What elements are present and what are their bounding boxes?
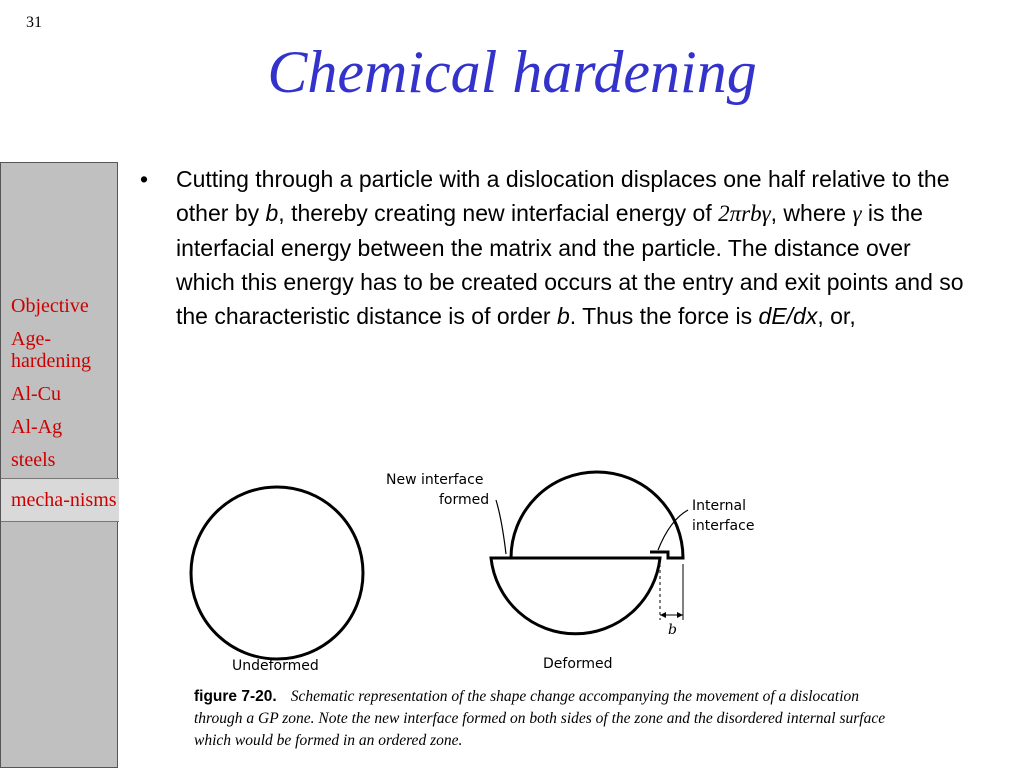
symbol-gamma: γ [852,201,862,226]
sidebar-item-objective[interactable]: Objective [11,295,89,317]
label-undeformed: Undeformed [232,658,319,674]
symbol-b-2: b [556,303,570,329]
page-title: Chemical hardening [267,39,757,105]
text-part-1: Cutting through a particle with a dislocation displaces one half relative to the other by [176,166,950,226]
label-formed: formed [439,492,490,508]
text-part-5: . Thus the force is [569,303,759,329]
text-part-2: , thereby creating new interfacial energy of [278,200,719,226]
sidebar [0,162,118,768]
caption-label: figure 7-20. [194,688,277,705]
text-part-4: is the interfacial energy between the matrix and the particle. The distance over which this energy has to be created occurs at the entry and exit points and so the characteristic distance is of order [176,200,964,329]
sidebar-item-mechanisms[interactable]: mecha-nisms [1,478,119,522]
label-interface: interface [692,518,755,534]
label-b: b [668,622,677,638]
caption-body: Schematic representation of the shape change accompanying the movement of a dislocation through a GP zone. Note the new interface formed on both sides of the zone and the disordered internal surface which would be formed in an ordered zone. [194,688,886,749]
figure-caption [194,686,894,752]
formula-energy: 2πrbγ [718,201,771,226]
undeformed-circle [191,487,363,659]
bullet-text [176,162,970,333]
bullet-item [140,162,970,333]
new-interface-pointer [496,500,506,554]
bullet-marker: • [140,166,149,192]
deformed-lower-half [491,558,660,634]
bullet-list [140,162,970,333]
sidebar-item-age-hardening[interactable]: Age-hardening [11,328,91,372]
sidebar-nav [1,291,119,522]
deformed-upper-half [511,472,683,558]
label-internal: Internal [692,498,746,514]
figure-gp-zone [180,460,900,760]
b-arrow-right [677,612,683,618]
sidebar-item-steels[interactable]: steels [11,449,56,471]
text-part-6: , or, [817,303,856,329]
label-new-interface: New interface [386,472,484,488]
b-arrow-left [660,612,666,618]
symbol-dedx: dE/dx [758,303,818,329]
sidebar-item-al-ag[interactable]: Al-Ag [11,416,63,438]
symbol-b: b [265,200,279,226]
slide-number: 31 [26,14,42,31]
text-part-3: , where [770,200,853,226]
label-deformed: Deformed [543,656,613,672]
sidebar-item-al-cu[interactable]: Al-Cu [11,383,61,405]
